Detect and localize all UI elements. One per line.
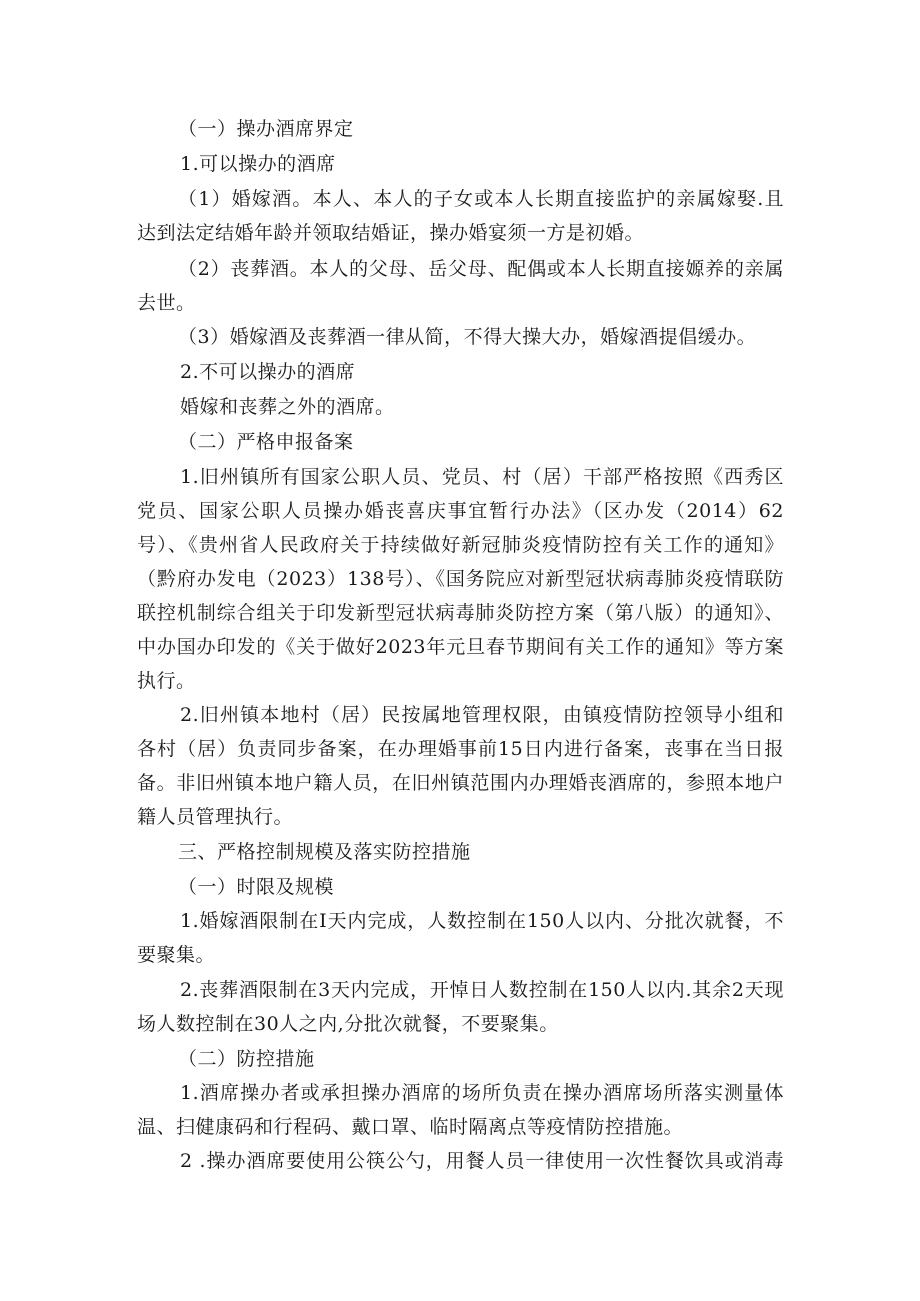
paragraph-line: 号）、《贵州省人民政府关于持续做好新冠肺炎疫情防控有关工作的通知》 [137,534,784,556]
paragraph-line: （2）丧葬酒。本人的父母、岳父母、配偶或本人长期直接嫄养的亲属 [178,258,784,280]
section-heading: （一）操办酒席界定 [178,118,354,140]
paragraph-line: 达到法定结婚年龄并领取结婚证，操办婚宴须一方是初婚。 [137,222,645,244]
paragraph-line: （3）婚嫁酒及丧葬酒一律从简，不得大操大办，婚嫁酒提倡缓办。 [178,326,757,348]
paragraph-line: 去世。 [137,292,196,314]
paragraph-line: 婚嫁和丧葬之外的酒席。 [180,396,395,418]
paragraph-line: 中办国办印发的《关于做好2023年元旦春节期间有关工作的通知》等方案 [137,636,784,658]
paragraph-line: 党员、国家公职人员操办婚丧喜庆事宜暂行办法》（区办发（2014）62 [137,500,784,522]
paragraph-line: （黔府办发电（2023）138号）、《国务院应对新型冠状病毒肺炎疫情联防 [137,568,784,590]
paragraph-line: 2 .操办酒席要使用公筷公勺，用餐人员一律使用一次性餐饮具或消毒 [180,1150,784,1172]
paragraph-line: 2.旧州镇本地村（居）民按属地管理权限，由镇疫情防控领导小组和 [180,704,784,726]
subsection-heading: 2.不可以操办的酒席 [180,361,356,383]
section-heading: （二）防控措施 [178,1048,315,1070]
paragraph-line: 场人数控制在30人之内,分批次就餐，不要聚集。 [137,1013,559,1035]
paragraph-line: 各村（居）负责同步备案，在办理婚事前15日内进行备案，丧事在当日报 [137,738,784,760]
section-heading: （二）严格申报备案 [178,431,354,453]
paragraph-line: 备。非旧州镇本地户籍人员，在旧州镇范围内办理婚丧酒席的，参照本地户 [137,772,784,794]
paragraph-line: 温、扫健康码和行程码、戴口罩、临时隔离点等疫情防控措施。 [137,1116,684,1138]
chapter-heading: 三、严格控制规模及落实防控措施 [178,841,471,863]
subsection-heading: 1.可以操办的酒席 [180,153,336,175]
paragraph-line: 2.丧葬酒限制在3天内完成，开悼日人数控制在150人以内.其余2天现 [180,979,784,1001]
paragraph-line: （1）婚嫁酒。本人、本人的子女或本人长期直接监护的亲属嫁娶.且 [178,188,784,210]
paragraph-line: 籍人员管理执行。 [137,806,294,828]
paragraph-line: 1.旧州镇所有国家公职人员、党员、村（居）干部严格按照《西秀区 [180,466,784,488]
paragraph-line: 要聚集。 [137,944,216,966]
paragraph-line: 执行。 [137,670,196,692]
section-heading: （一）时限及规模 [178,876,335,898]
paragraph-line: 1.酒席操办者或承担操办酒席的场所负责在操办酒席场所落实测量体 [180,1082,784,1104]
paragraph-line: 联控机制综合组关于印发新型冠状病毒肺炎防控方案（第八版）的通知》、 [137,602,784,624]
paragraph-line: 1.婚嫁酒限制在I天内完成，人数控制在150人以内、分批次就餐，不 [180,910,784,932]
